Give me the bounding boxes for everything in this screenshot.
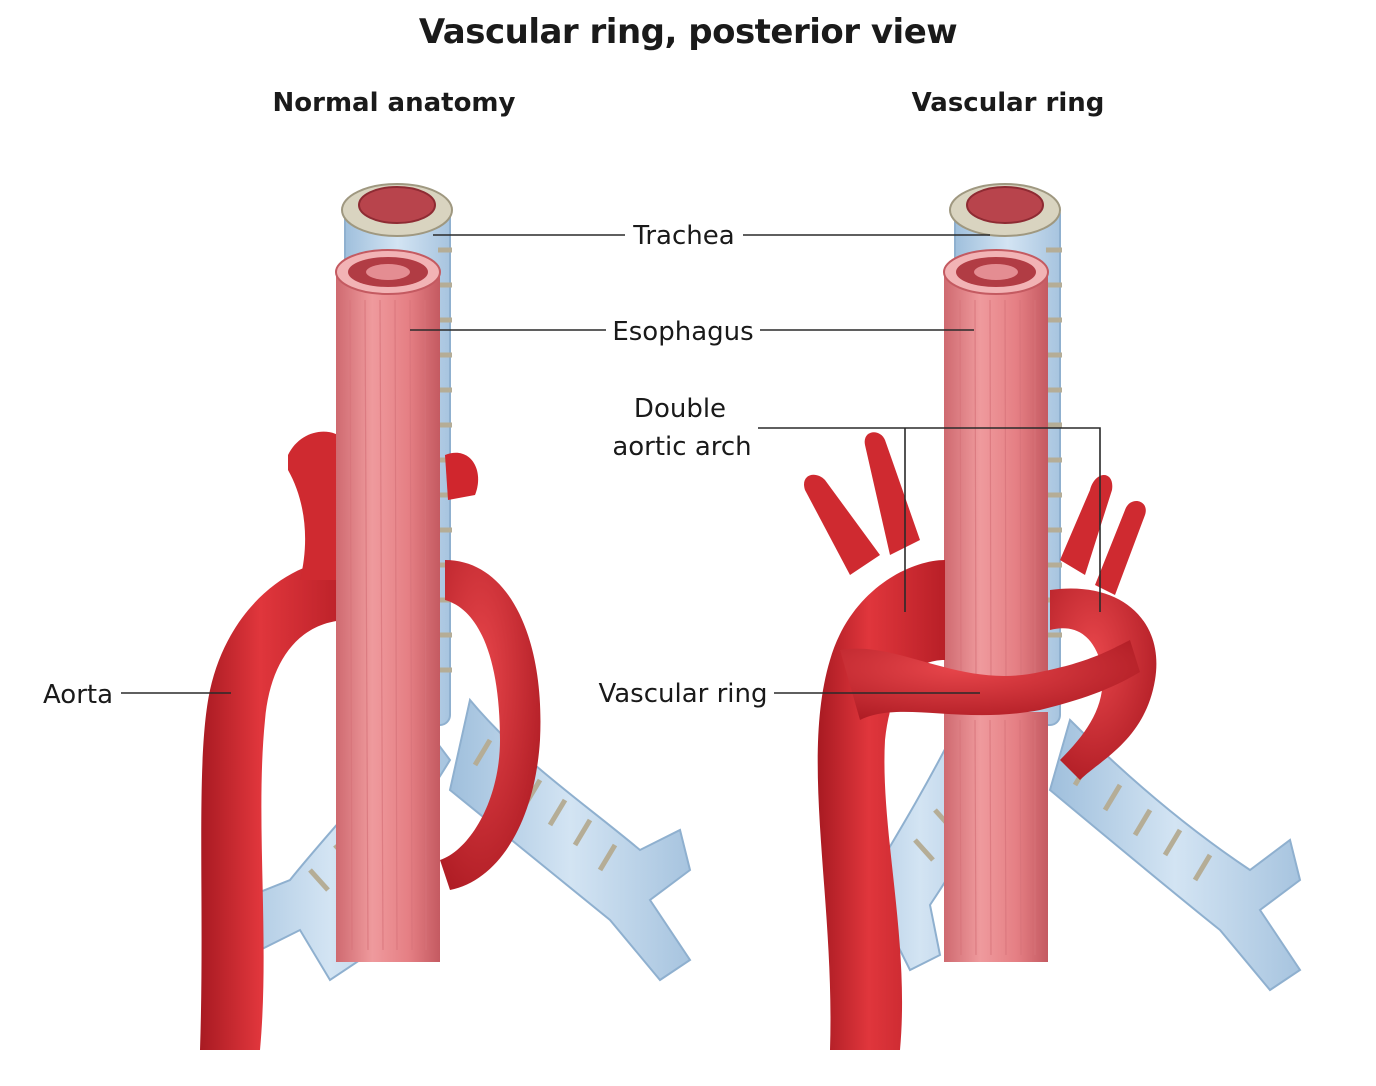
label-aorta: Aorta: [42, 680, 114, 710]
label-double-arch-line2: aortic arch: [612, 432, 752, 462]
label-trachea: Trachea: [633, 221, 735, 251]
vascular-ring-panel: [804, 184, 1300, 1050]
label-double-arch-line1: Double: [633, 394, 727, 424]
panel-heading-normal: Normal anatomy: [272, 88, 516, 118]
esophagus-normal: [336, 250, 440, 962]
figure-title: Vascular ring, posterior view: [418, 12, 958, 52]
esophagus-ring-lower: [944, 712, 1048, 962]
label-vascular-ring: Vascular ring: [598, 679, 768, 709]
panel-heading-vascular-ring: Vascular ring: [911, 88, 1105, 118]
esophagus-ring-upper: [944, 250, 1048, 682]
bronchi-left: [210, 700, 690, 980]
normal-anatomy-panel: [200, 184, 690, 1050]
label-esophagus: Esophagus: [612, 317, 754, 347]
arch-branch-right: [445, 453, 478, 500]
